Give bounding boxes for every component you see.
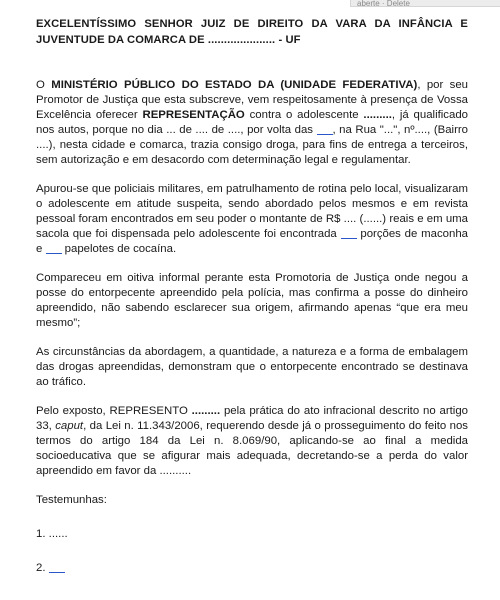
cocaine-count-blank-field[interactable] (46, 252, 62, 254)
marijuana-count-blank-field[interactable] (341, 237, 357, 239)
intro-text-g: , já qualificado nos autos, porque no dia ... de .... de ...., por volta das (36, 109, 468, 136)
time-blank-field[interactable] (317, 133, 333, 135)
request-text-c: pela prática do ato infracional descrito no artigo 33, (36, 405, 468, 432)
request-text-e: , da Lei n. 11.343/2006, requerendo desde já o prosseguimento do feito nos termos do artigo 184 da Lei n. 8.069/90, aplicando-se ao final a medida socioeducativa que se afigurar mais adequada, decretando-se a perda do valor apreendido em favor da .......... (36, 420, 468, 477)
witness-item-2-label: 2. (36, 562, 49, 574)
witnesses-label: Testemunhas: (36, 494, 107, 506)
request-caput: caput (55, 420, 84, 432)
request-text-a: Pelo exposto, REPRESENTO (36, 405, 192, 417)
paragraph-hearing: Compareceu em oitiva informal perante esta Promotoria de Justiça onde negou a posse do entorpecente apreendido pela polícia, mas confirma a posse do dinheiro apreendido, não sabendo esclarecer sua origem, afirmando apenas “que era meu mesmo”; (36, 272, 468, 329)
paragraph-intro (36, 78, 468, 168)
intro-ministry-name: MINISTÉRIO PÚBLICO DO ESTADO DA (UNIDADE FEDERATIVA) (51, 79, 418, 91)
intro-adolescent-blank: ......... (363, 109, 392, 121)
paragraph-circumstances: As circunstâncias da abordagem, a quantidade, a natureza e a forma de embalagem das drogas apreendidas, demonstram que o entorpecente encontrado se destinava ao tráfico. (36, 346, 468, 388)
request-adolescent-blank: ......... (191, 405, 221, 417)
intro-text-h: , na Rua "...", nº...., (Bairro ....), nesta cidade e comarca, trazia consigo droga, para fins de entrega a terceiros, sem autorização e em desacordo com determinação legal e regulamentar. (36, 124, 468, 166)
facts-text-c: papelotes de cocaína. (61, 243, 177, 255)
document-heading: EXCELENTÍSSIMO SENHOR JUIZ DE DIREITO DA VARA DA INFÂNCIA E JUVENTUDE DA COMARCA DE ..................... - UF (36, 18, 468, 46)
top-toolbar-strip (350, 0, 500, 7)
intro-representation: REPRESENTAÇÃO (142, 109, 245, 121)
paragraph-request (36, 404, 468, 479)
witness-item-1: 1. ...... (36, 528, 68, 540)
witness-2-blank-field[interactable] (49, 571, 65, 573)
facts-text-a: Apurou-se que policiais militares, em patrulhamento de rotina pelo local, visualizaram o adolescente em atitude suspeita, sendo abordado pelos mesmos e em revista pessoal foram encontrados em seu poder o montante de R$ .... (......) reais e em uma sacola que foi dispensada pelo adolescente foi encontrada (36, 183, 468, 240)
witness-item-2 (36, 561, 468, 576)
facts-text-b: porções de maconha e (36, 228, 468, 255)
intro-text-a: O (36, 79, 52, 91)
document-page (36, 16, 468, 576)
toolbar-hint: aberte · Delete (357, 0, 410, 7)
intro-text-e: contra o adolescente (244, 109, 364, 121)
paragraph-facts (36, 182, 468, 257)
intro-text-c: , por seu Promotor de Justiça que esta subscreve, vem respeitosamente à presença de Vossa Excelência oferecer (36, 79, 468, 121)
